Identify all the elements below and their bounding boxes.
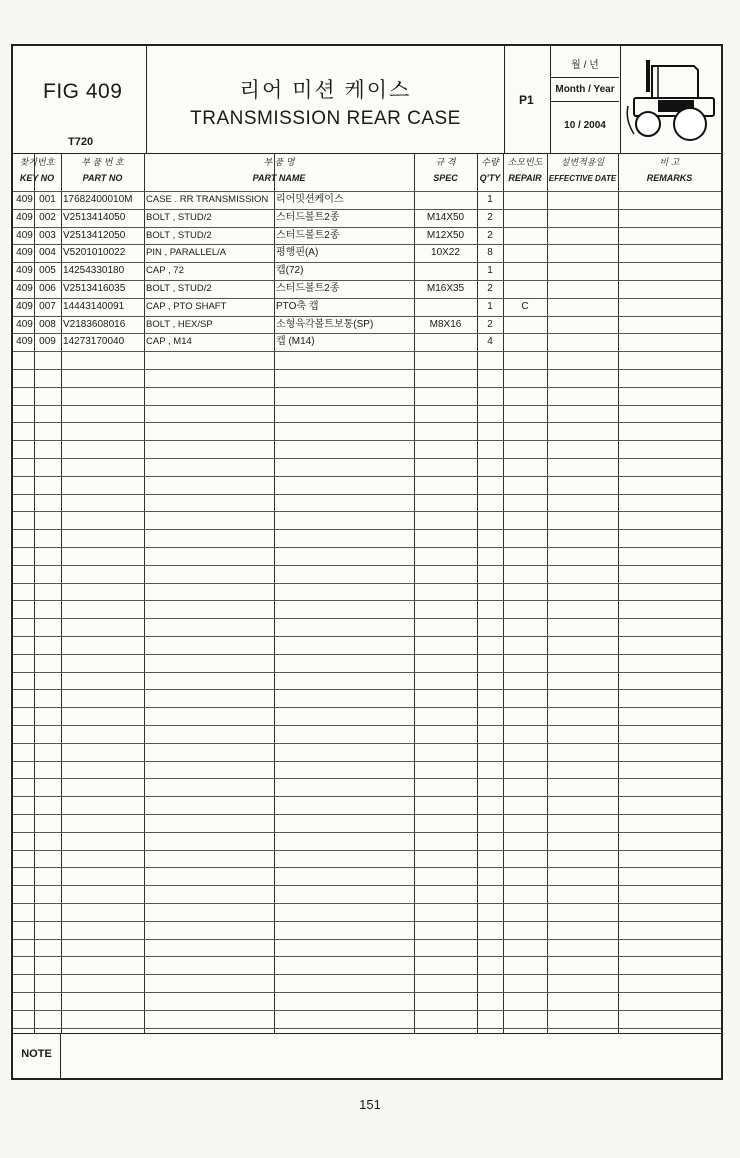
col-part-no-ko: 부 품 번 호 (81, 157, 124, 167)
row-9-key: 009 (39, 336, 56, 348)
col-key-no-ko: 찾기번호 (19, 157, 55, 167)
row-4-fig: 409 (16, 247, 33, 259)
row-2-date (547, 209, 618, 226)
row-4-name-en: PIN , PARALLEL/A (146, 247, 227, 259)
row-8-fig: 409 (16, 318, 33, 330)
date-cell (551, 46, 621, 153)
col-key-no-en: KEY NO (19, 173, 55, 183)
row-5-remarks (620, 262, 720, 279)
col-part-no-en: PART NO (82, 173, 123, 183)
row-6-spec: M16X35 (426, 283, 465, 294)
row-2-remarks (620, 209, 720, 226)
row-8-remarks (620, 316, 720, 333)
row-4-key: 004 (39, 247, 56, 259)
date-label-korean: 월 / 년 (571, 60, 599, 71)
row-6-part-no: V2513416035 (63, 283, 126, 294)
row-7-remarks (620, 298, 720, 315)
row-6-qty: 2 (487, 283, 493, 294)
row-7-date (547, 298, 618, 315)
col-part-name-ko: 부 품 명 (263, 157, 295, 167)
row-6-date (547, 280, 618, 297)
note-label: NOTE (13, 1034, 61, 1079)
row-1-remarks (620, 191, 720, 208)
row-6-remarks (620, 280, 720, 297)
title-cell (147, 46, 505, 153)
row-2-key: 002 (39, 211, 56, 223)
row-7-spec (414, 298, 477, 315)
row-9-date (547, 333, 618, 350)
row-8-name-en: BOLT , HEX/SP (146, 318, 213, 330)
row-5-qty: 1 (487, 265, 493, 277)
row-1-qty: 1 (487, 194, 493, 205)
row-9-name-ko: 캡 (M14) (276, 336, 315, 348)
row-8-repair (503, 316, 547, 333)
row-8-date (547, 316, 618, 333)
row-2-spec: M14X50 (426, 211, 465, 223)
row-5-name-en: CAP , 72 (146, 265, 184, 277)
row-9-fig: 409 (16, 336, 33, 348)
row-3-name-ko: 스터드볼트2종 (276, 229, 340, 241)
row-3-spec: M12X50 (426, 229, 465, 241)
row-2-name-ko: 스터드볼트2종 (276, 211, 340, 223)
col-effective-date-ko: 설변적용일 (560, 157, 605, 167)
row-3-fig: 409 (16, 229, 33, 241)
row-8-name-ko: 소형육각볼트보통(SP) (276, 318, 374, 330)
row-5-name-ko: 캡(72) (276, 265, 304, 277)
row-1-repair (503, 191, 547, 208)
row-7-name-en: CAP , PTO SHAFT (146, 300, 227, 312)
row-1-part-no: 17682400010M (63, 194, 133, 205)
col-part-name-en: PART NAME (252, 173, 306, 183)
row-6-repair (503, 280, 547, 297)
row-1-key: 001 (39, 194, 56, 205)
page-code: P1 (519, 93, 534, 107)
row-3-remarks (620, 227, 720, 244)
row-1-fig: 409 (16, 194, 33, 205)
row-4-remarks (620, 244, 720, 261)
row-2-fig: 409 (16, 211, 33, 223)
row-9-name-en: CAP , M14 (146, 336, 192, 348)
row-6-name-ko: 스터드볼트2종 (276, 283, 340, 294)
row-7-fig: 409 (16, 300, 33, 312)
title-english: TRANSMISSION REAR CASE (190, 108, 461, 129)
row-8-spec: M8X16 (429, 318, 462, 330)
row-9-remarks (620, 333, 720, 350)
col-qty-ko: 수량 (481, 157, 499, 167)
col-qty-en: Q'TY (479, 173, 501, 183)
row-3-name-en: BOLT , STUD/2 (146, 229, 212, 241)
col-repair-en: REPAIR (508, 173, 542, 183)
date-label-english: Month / Year (555, 84, 615, 95)
row-4-qty: 8 (487, 247, 493, 259)
col-effective-date-en: EFFECTIVE DATE (548, 174, 617, 183)
row-5-key: 005 (39, 265, 56, 277)
col-repair-ko: 소모빈도 (507, 157, 543, 167)
parts-table (13, 153, 721, 1033)
row-4-date (547, 244, 618, 261)
page-number: 151 (359, 1097, 381, 1112)
figure-cell (13, 46, 147, 153)
row-9-qty: 4 (487, 336, 493, 348)
row-5-date (547, 262, 618, 279)
row-8-key: 008 (39, 318, 56, 330)
row-7-part-no: 14443140091 (63, 300, 125, 312)
tractor-cell (621, 46, 721, 153)
model-name: T720 (68, 136, 94, 148)
row-2-qty: 2 (487, 211, 493, 223)
title-korean: 리어 미션 케이스 (239, 79, 412, 102)
row-3-qty: 2 (487, 229, 493, 241)
row-4-part-no: V5201010022 (63, 247, 126, 259)
row-5-repair (503, 262, 547, 279)
row-4-name-ko: 평행핀(A) (276, 247, 319, 259)
row-5-part-no: 14254330180 (63, 265, 125, 277)
tractor-icon (624, 58, 718, 142)
date-value: 10 / 2004 (564, 120, 606, 131)
row-7-qty: 1 (487, 300, 493, 312)
sheet-header (13, 46, 721, 154)
row-6-fig: 409 (16, 283, 33, 294)
row-3-repair (503, 227, 547, 244)
col-remarks-en: REMARKS (646, 173, 693, 183)
row-8-qty: 2 (487, 318, 493, 330)
row-2-repair (503, 209, 547, 226)
col-spec-en: SPEC (433, 173, 458, 183)
row-7-key: 007 (39, 300, 56, 312)
row-9-spec (414, 333, 477, 350)
row-5-fig: 409 (16, 265, 33, 277)
row-3-part-no: V2513412050 (63, 229, 126, 241)
row-4-repair (503, 244, 547, 261)
row-3-key: 003 (39, 229, 56, 241)
figure-number: FIG 409 (43, 80, 123, 103)
page-cell (505, 46, 551, 153)
row-9-repair (503, 333, 547, 350)
row-7-repair: C (521, 300, 529, 312)
col-remarks-ko: 비 고 (659, 157, 680, 167)
col-spec-ko: 규 격 (435, 157, 456, 167)
row-1-name-ko: 리어밋션케이스 (276, 194, 344, 205)
row-1-spec (414, 191, 477, 208)
row-2-name-en: BOLT , STUD/2 (146, 211, 212, 223)
row-4-spec: 10X22 (431, 247, 460, 259)
row-3-date (547, 227, 618, 244)
row-8-part-no: V2183608016 (63, 318, 126, 330)
row-7-name-ko: PTO축 캡 (276, 300, 319, 312)
row-6-key: 006 (39, 283, 56, 294)
parts-sheet (11, 44, 723, 1080)
row-9-part-no: 14273170040 (63, 336, 125, 348)
note-area (13, 1033, 721, 1079)
row-2-part-no: V2513414050 (63, 211, 126, 223)
row-6-name-en: BOLT , STUD/2 (146, 283, 212, 294)
row-1-name-en: CASE . RR TRANSMISSION (146, 194, 269, 205)
row-1-date (547, 191, 618, 208)
row-5-spec (414, 262, 477, 279)
